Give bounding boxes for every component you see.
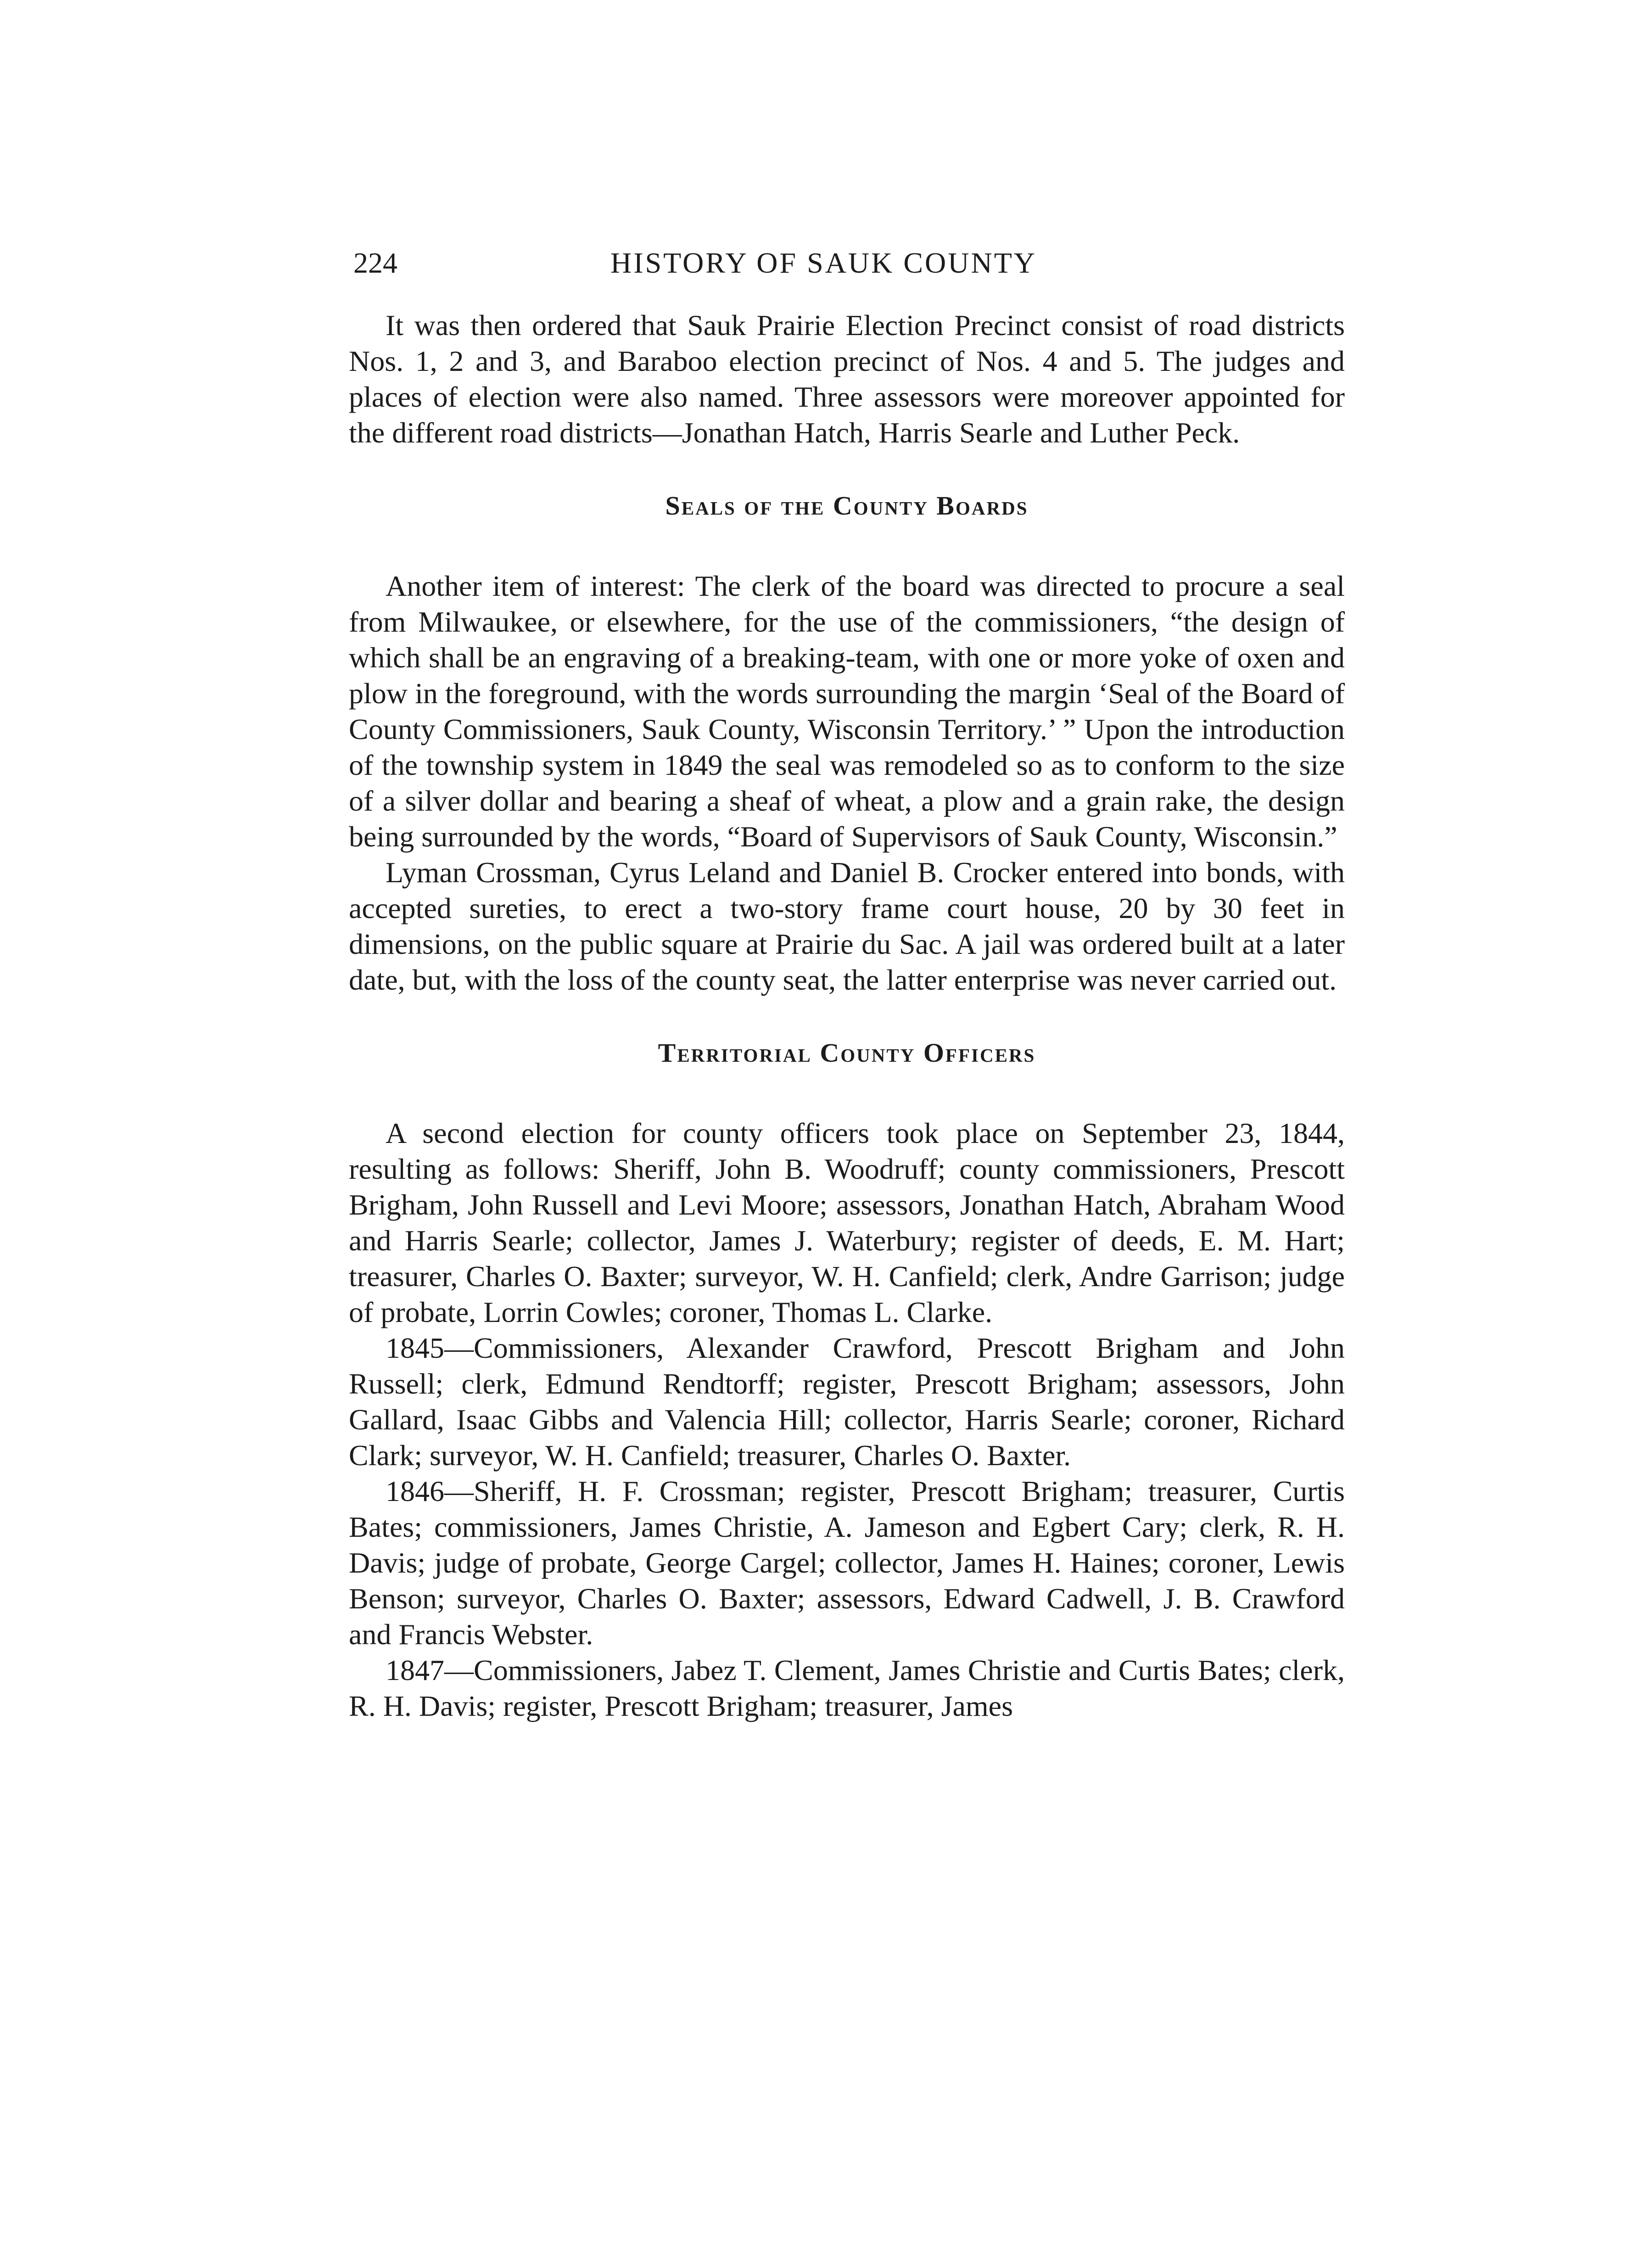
intro-paragraph: It was then ordered that Sauk Prairie Election Precinct consist of road districts Nos. 1, 2 and 3, and Baraboo election precinct of Nos. 4 and 5. The judges and places of election were also named. Three assessors were moreover appointed for the different road districts—Jonathan Hatch, Harris Searle and Luther Peck.: [349, 309, 1345, 449]
officers-paragraph-1844: A second election for county officers took place on September 23, 1844, resulting as follows: Sheriff, John B. Woodruff; county commissioners, Prescott Brigham, John Russell and Levi Moore; assessors, Jonathan Hatch, Abraham Wood and Harris Searle; collector, James J. Waterbury; register of deeds, E. M. Hart; treasurer, Charles O. Baxter; surveyor, W. H. Canfield; clerk, Andre Garrison; judge of probate, Lorrin Cowles; coroner, Thomas L. Clarke.: [349, 1117, 1345, 1328]
body-text: [349, 308, 1345, 1724]
section-heading-seals: Seals of the County Boards: [665, 491, 1029, 521]
spacer: [349, 998, 1345, 1035]
seals-paragraph-2: Lyman Crossman, Cyrus Leland and Daniel B. Crocker entered into bonds, with accepted sureties, to erect a two-story frame court house, 20 by 30 feet in dimensions, on the public square at Prairie du Sac. A jail was ordered built at a later date, but, with the loss of the county seat, the latter enterprise was never carried out.: [349, 856, 1345, 996]
section-heading-officers: Territorial County Officers: [658, 1038, 1036, 1068]
officers-paragraph-1846: 1846—Sheriff, H. F. Crossman; register, Prescott Brigham; treasurer, Curtis Bates; commissioners, James Christie, A. Jameson and Egbert Cary; clerk, R. H. Davis; judge of probate, George Cargel; collector, James H. Haines; coroner, Lewis Benson; surveyor, Charles O. Baxter; assessors, Edward Cadwell, J. B. Crawford and Francis Webster.: [349, 1475, 1345, 1651]
seals-paragraph-1: Another item of interest: The clerk of the board was directed to procure a seal from Milwaukee, or elsewhere, for the use of the commissioners, “the design of which shall be an engraving of a breaking-team, with one or more yoke of oxen and plow in the foreground, with the words surrounding the margin ‘Seal of the Board of County Commissioners, Sauk County, Wisconsin Territory.’ ” Upon the introduction of the township system in 1849 the seal was remodeled so as to conform to the size of a silver dollar and bearing a sheaf of wheat, a plow and a grain rake, the design being surrounded by the words, “Board of Supervisors of Sauk County, Wisconsin.”: [349, 570, 1345, 853]
spacer: [349, 1071, 1345, 1115]
spacer: [349, 524, 1345, 568]
page-header: [353, 242, 1340, 284]
page-number: 224: [353, 246, 397, 279]
running-title: HISTORY OF SAUK COUNTY: [610, 246, 1037, 279]
officers-paragraph-1847: 1847—Commissioners, Jabez T. Clement, James Christie and Curtis Bates; clerk, R. H. Davis; register, Prescott Brigham; treasurer, James: [349, 1654, 1345, 1722]
spacer: [349, 451, 1345, 487]
officers-paragraph-1845: 1845—Commissioners, Alexander Crawford, Prescott Brigham and John Russell; clerk, Edmund Rendtorff; register, Prescott Brigham; assessors, John Gallard, Isaac Gibbs and Valencia Hill; collector, Harris Searle; coroner, Richard Clark; surveyor, W. H. Canfield; treasurer, Charles O. Baxter.: [349, 1332, 1345, 1472]
